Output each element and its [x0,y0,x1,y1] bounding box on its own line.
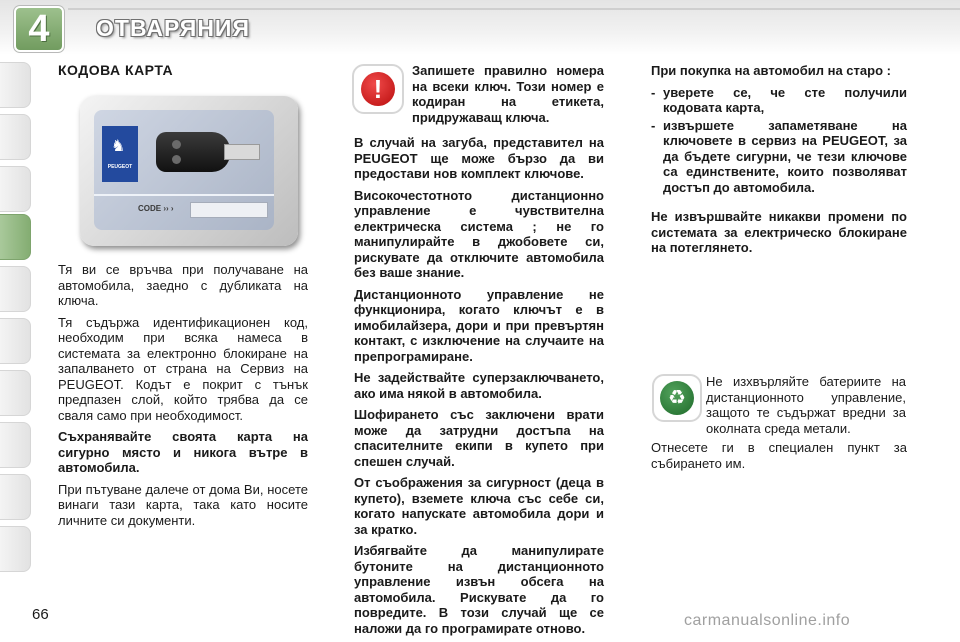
intro-paragraph: Тя ви се връчва при получаване на автомобила, заедно с дубликата на ключа. [58,262,308,308]
code-field [190,202,268,218]
brand-logo [102,126,138,182]
modification-warning: Не извършвайте никакви промени по системата за електрическо блокиране на потеглянето. [651,209,907,255]
chapter-tab-9[interactable] [0,474,31,520]
warning-icon: ! [352,64,404,114]
brand-name: PEUGEOT [107,164,133,170]
code-card-illustration [80,96,298,246]
left-column [58,262,308,534]
chapter-tab-2[interactable] [0,114,31,160]
code-label: CODE ›› › [138,204,174,213]
page-title: ОТВАРЯНИЯ [96,15,250,41]
environment-icon: ♻ [652,374,702,422]
purchase-item-code-card: - уверете се, че сте получили кодовата карта, [651,85,907,116]
chapter-number: 4 [28,8,50,50]
purchase-item-key-memorise: - извършете запаметяване на ключовете в сервиз на PEUGEOT, за да бъдете сигурни, че тези ключове са единствените, които позволяват достъп до автомобила. [651,118,907,196]
key-blade [224,144,260,160]
loss-paragraph: В случай на загуба, представител на PEUGEOT ще може бързо да ви предостави нов комплект ключове. [354,135,604,181]
code-card [94,110,274,230]
key-button-lock [172,140,181,149]
purchase-list [651,85,907,196]
purchase-intro: При покупка на автомобил на старо : [651,63,891,78]
card-stripe [94,194,274,196]
eco-note [706,374,906,442]
locked-doors-paragraph: Шофирането със заключени врати може да затрудни достъпа на спасителните екипи в купето при спешен случай. [354,407,604,469]
chapter-tab-3[interactable] [0,166,31,212]
superlocking-paragraph: Не задействайте суперзаключването, ако има някой в автомобила. [354,370,604,401]
collection-point-text: Отнесете ги в специален пункт за събирането им. [651,440,907,471]
chapter-tab-1[interactable] [0,62,31,108]
chapter-badge [14,6,64,52]
watermark: carmanualsonline.info [684,612,851,629]
remote-range-paragraph: Избягвайте да манипулирате бутоните на дистанционното управление извън обсега на автомобила. Рискувате да го повредите. В този случай ще се наложи да го програмирате отново. [354,543,604,636]
header-rule [68,8,960,10]
chapter-tab-4-active[interactable] [0,214,31,260]
immobiliser-paragraph: Дистанционното управление не функционира, когато ключът е в имобилайзера, дори и при превъртян контакт, с изключение на случаите на препрограмиране. [354,286,604,364]
section-heading: КОДОВА КАРТА [58,62,174,78]
travel-paragraph: При пътуване далече от дома Ви, носете винаги тази карта, така като носите личните си документи. [58,481,308,528]
code-paragraph: Тя съдържа идентификационен код, необходим при всяка намеса в системата за електронно блокиране на запалването от страна на Сервиз на PEUGEOT. Кодът е покрит с тънък предпазен слой, който трябва да се сваля само при необходимост. [58,314,308,423]
battery-disposal-text: Не изхвърляйте батериите на дистанционното управление, защото те съдържат вредни за околната среда метали. [706,374,906,436]
key-button-unlock [172,155,181,164]
key-icon [156,132,230,172]
chapter-tab-5[interactable] [0,266,31,312]
chapter-tab-8[interactable] [0,422,31,468]
children-safety-paragraph: От съображения за сигурност (деца в купето), вземете ключа със себе си, когато напускате автомобила дори и за кратко. [354,475,604,537]
page-number: 66 [32,606,49,623]
header-band [0,0,960,55]
storage-warning: Съхранявайте своята карта на сигурно място и никога вътре в автомобила. [58,429,308,475]
key-number-warning [412,63,604,131]
chapter-tab-10[interactable] [0,526,31,572]
right-column [651,63,907,262]
eco-followup [651,440,907,477]
lion-icon: ♞ [111,138,126,155]
remote-sensitivity-paragraph: Високочестотното дистанционно управление е чувствителна електрическа система ; не го манипулирайте в джобовете си, рискувате да отключите автомобила без ваше знание. [354,187,604,280]
middle-column [354,135,604,642]
chapter-tab-7[interactable] [0,370,31,416]
warning-text: Запишете правилно номера на всеки ключ. Този номер е кодиран на етикета, придружаващ ключа. [412,63,604,125]
chapter-tab-6[interactable] [0,318,31,364]
